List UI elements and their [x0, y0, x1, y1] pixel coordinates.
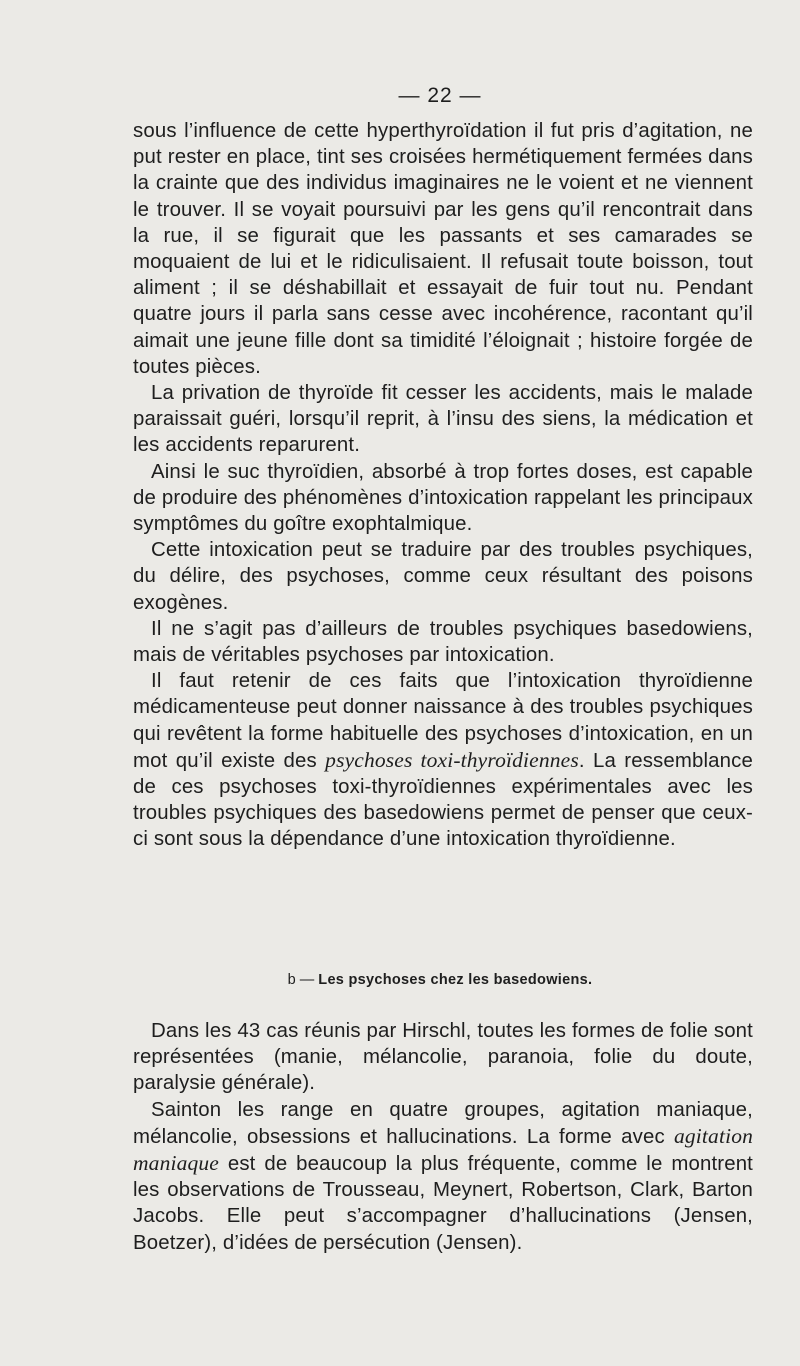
- paragraph-not-basedowian: Il ne s’agit pas d’ailleurs de troubles psychiques basedowiens, mais de véritables psychoses par intoxication.: [133, 617, 753, 667]
- paragraph-hirschl: Dans les 43 cas réunis par Hirschl, toutes les formes de folie sont représentées (manie, mélancolie, paranoia, folie du doute, paralysie générale).: [133, 1020, 753, 1095]
- conclusion-text-start: Il faut retenir de ces faits que l’intoxication thyroïdienne médicamenteuse peut donner naissance à des troubles psychiques qui revêtent la forme habituelle des psychoses d’intoxication, en un mot qu’il existe des: [133, 670, 753, 772]
- paragraph-continuation: sous l’influence de cette hyperthyroïdation il fut pris d’agitation, ne put rester en place, tint ses croisées hermétiquement fermées dans la crainte que des individus imaginaires ne le voient et ne viennent le trouver. Il se voyait poursuivi par les gens qu’il rencontrait dans la rue, il se figurait que les passants et ses camarades se moquaient de lui et le ridiculisaient. Il refusait toute boisson, tout aliment ; il se déshabillait et essayait de fuir tout nu. Pendant quatre jours il parla sans cesse avec incohérence, racontant qu’il aimait une jeune fille dont sa timidité l’éloignait ; histoire forgée de toutes pièces.: [133, 120, 753, 378]
- paragraph-conclusion: [133, 668, 753, 852]
- italic-term-maniac-agitation: agitation maniaque: [133, 1123, 753, 1176]
- conclusion-text-end: . La ressemblance de ces psychoses toxi-thyroïdiennes expérimentales avec les troubles psychiques des basedowiens permet de penser que ceux-ci sont sous la dépendance d’une intoxication thyroïdienne.: [133, 749, 753, 851]
- section-letter: b —: [287, 972, 315, 988]
- text-block-upper: [133, 118, 753, 853]
- paragraph-sainton: [133, 1097, 753, 1256]
- paragraph-intoxication: Cette intoxication peut se traduire par des troubles psychiques, du délire, des psychoses, comme ceux résultant des poisons exogènes.: [133, 539, 753, 614]
- sainton-text-end: est de beaucoup la plus fréquente, comme le montrent les observations de Trousseau, Meynert, Robertson, Clark, Barton Jacobs. Elle peut s’accompagner d’hallucinations (Jensen, Boetzer), d’idées de persécution (Jensen).: [133, 1153, 753, 1254]
- text-block-lower: [133, 1018, 753, 1256]
- paragraph-thyroid-privation: La privation de thyroïde fit cesser les accidents, mais le malade paraissait guéri, lorsqu’il reprit, à l’insu des siens, la médication et les accidents reparurent.: [133, 382, 753, 457]
- sainton-text-start: Sainton les range en quatre groupes, agitation maniaque, mélancolie, obsessions et hallucinations. La forme avec: [133, 1098, 753, 1148]
- section-title: Les psychoses chez les basedowiens.: [318, 972, 593, 988]
- section-heading: [0, 972, 800, 988]
- page-number: — 22 —: [398, 84, 482, 107]
- italic-term-toxi-thyroid: psychoses toxi-thyroïdiennes: [325, 747, 579, 772]
- paragraph-thyroid-juice: Ainsi le suc thyroïdien, absorbé à trop fortes doses, est capable de produire des phénomènes d’intoxication rappelant les principaux symptômes du goître exophtalmique.: [133, 460, 753, 536]
